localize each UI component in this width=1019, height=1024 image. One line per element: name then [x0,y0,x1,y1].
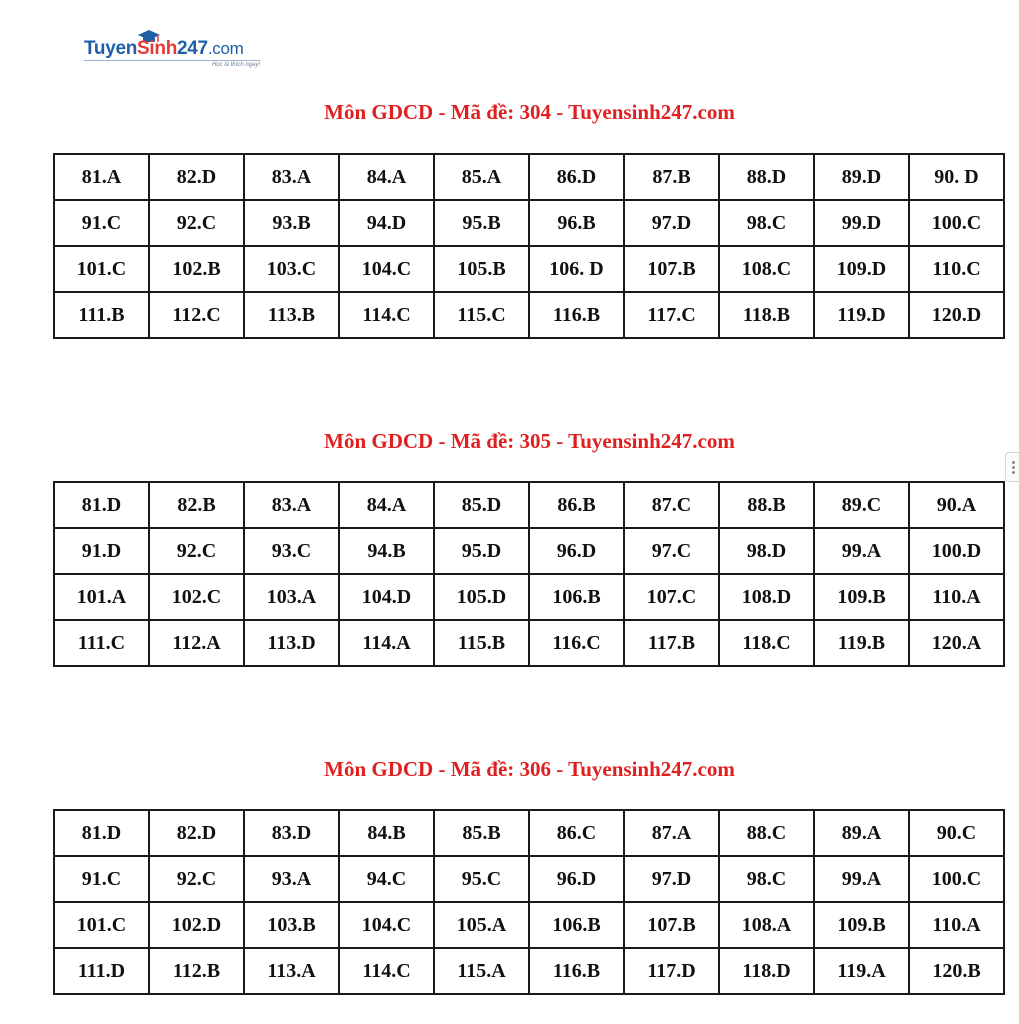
answer-cell: 113.B [244,292,339,338]
answer-cell: 94.B [339,528,434,574]
answer-cell: 110.C [909,246,1004,292]
answer-cell: 104.C [339,246,434,292]
answer-cell: 84.B [339,810,434,856]
answer-cell: 87.A [624,810,719,856]
answer-cell: 116.B [529,948,624,994]
answer-cell: 94.D [339,200,434,246]
answer-cell: 86.C [529,810,624,856]
answer-cell: 100.D [909,528,1004,574]
answer-row [54,200,1004,246]
answer-cell: 93.C [244,528,339,574]
answer-cell: 92.C [149,200,244,246]
answer-cell: 83.A [244,154,339,200]
answer-cell: 82.D [149,810,244,856]
answer-cell: 104.C [339,902,434,948]
answer-cell: 113.A [244,948,339,994]
answer-cell: 81.D [54,810,149,856]
answer-cell: 115.A [434,948,529,994]
answer-cell: 84.A [339,482,434,528]
answer-cell: 109.D [814,246,909,292]
answer-cell: 83.A [244,482,339,528]
answer-cell: 99.A [814,856,909,902]
answer-cell: 96.D [529,528,624,574]
answer-cell: 102.C [149,574,244,620]
answer-cell: 86.D [529,154,624,200]
answer-cell: 112.A [149,620,244,666]
answer-cell: 85.A [434,154,529,200]
answer-cell: 120.B [909,948,1004,994]
answer-cell: 97.C [624,528,719,574]
answer-cell: 105.B [434,246,529,292]
answer-cell: 100.C [909,200,1004,246]
answer-cell: 115.C [434,292,529,338]
answer-row [54,482,1004,528]
answer-cell: 106. D [529,246,624,292]
answer-cell: 108.C [719,246,814,292]
answer-cell: 83.D [244,810,339,856]
answer-cell: 95.B [434,200,529,246]
answer-cell: 81.D [54,482,149,528]
answer-cell: 113.D [244,620,339,666]
answer-cell: 98.C [719,200,814,246]
answer-row [54,856,1004,902]
answer-cell: 91.C [54,200,149,246]
answer-cell: 112.C [149,292,244,338]
answer-cell: 118.D [719,948,814,994]
answer-cell: 90.C [909,810,1004,856]
answer-cell: 89.C [814,482,909,528]
answer-cell: 97.D [624,856,719,902]
answer-cell: 103.B [244,902,339,948]
answer-cell: 92.C [149,528,244,574]
answer-row [54,948,1004,994]
answer-cell: 111.B [54,292,149,338]
answer-cell: 92.C [149,856,244,902]
answer-cell: 119.D [814,292,909,338]
answer-cell: 81.A [54,154,149,200]
answer-table-306 [53,809,1005,995]
answer-cell: 88.C [719,810,814,856]
answer-cell: 110.A [909,902,1004,948]
logo-tagline: Học là thích ngay! [84,60,260,69]
answer-cell: 119.B [814,620,909,666]
answer-cell: 87.B [624,154,719,200]
answer-cell: 117.C [624,292,719,338]
section-title-306: Môn GDCD - Mã đề: 306 - Tuyensinh247.com [324,757,735,781]
answer-cell: 105.A [434,902,529,948]
side-panel-handle[interactable] [1005,452,1019,482]
answer-cell: 104.D [339,574,434,620]
section-title-304: Môn GDCD - Mã đề: 304 - Tuyensinh247.com [324,100,735,124]
answer-cell: 90.A [909,482,1004,528]
answer-cell: 118.C [719,620,814,666]
answer-cell: 120.D [909,292,1004,338]
answer-cell: 107.C [624,574,719,620]
answer-cell: 116.C [529,620,624,666]
answer-cell: 105.D [434,574,529,620]
answer-row [54,292,1004,338]
answer-cell: 109.B [814,574,909,620]
answer-cell: 112.B [149,948,244,994]
answer-row [54,246,1004,292]
answer-cell: 98.D [719,528,814,574]
answer-cell: 98.C [719,856,814,902]
answer-cell: 101.A [54,574,149,620]
answer-cell: 102.B [149,246,244,292]
answer-cell: 91.C [54,856,149,902]
answer-cell: 108.A [719,902,814,948]
answer-cell: 101.C [54,902,149,948]
answer-cell: 84.A [339,154,434,200]
answer-cell: 95.C [434,856,529,902]
answer-cell: 93.A [244,856,339,902]
answer-cell: 111.D [54,948,149,994]
answer-cell: 89.A [814,810,909,856]
answer-cell: 87.C [624,482,719,528]
answer-row [54,154,1004,200]
answer-cell: 118.B [719,292,814,338]
answer-row [54,528,1004,574]
section-title-305: Môn GDCD - Mã đề: 305 - Tuyensinh247.com [324,429,735,453]
answer-cell: 101.C [54,246,149,292]
answer-cell: 90. D [909,154,1004,200]
answer-row [54,620,1004,666]
answer-cell: 94.C [339,856,434,902]
answer-cell: 102.D [149,902,244,948]
answer-row [54,574,1004,620]
answer-cell: 115.B [434,620,529,666]
answer-cell: 117.B [624,620,719,666]
answer-cell: 109.B [814,902,909,948]
answer-cell: 96.D [529,856,624,902]
answer-cell: 96.B [529,200,624,246]
answer-cell: 120.A [909,620,1004,666]
answer-cell: 93.B [244,200,339,246]
answer-cell: 88.B [719,482,814,528]
answer-cell: 119.A [814,948,909,994]
answer-cell: 86.B [529,482,624,528]
answer-cell: 116.B [529,292,624,338]
answer-cell: 103.A [244,574,339,620]
answer-cell: 114.A [339,620,434,666]
tuyensinh247-logo [84,30,264,70]
answer-cell: 103.C [244,246,339,292]
answer-table-305 [53,481,1005,667]
answer-cell: 114.C [339,948,434,994]
answer-cell: 107.B [624,902,719,948]
answer-cell: 85.D [434,482,529,528]
answer-cell: 91.D [54,528,149,574]
answer-cell: 85.B [434,810,529,856]
logo-wordmark: TuyenSinh247.com [84,38,244,59]
answer-table-304 [53,153,1005,339]
answer-cell: 114.C [339,292,434,338]
answer-cell: 82.B [149,482,244,528]
answer-cell: 95.D [434,528,529,574]
answer-cell: 106.B [529,902,624,948]
answer-cell: 82.D [149,154,244,200]
answer-row [54,902,1004,948]
answer-cell: 89.D [814,154,909,200]
answer-row [54,810,1004,856]
answer-cell: 117.D [624,948,719,994]
answer-cell: 88.D [719,154,814,200]
answer-cell: 106.B [529,574,624,620]
answer-cell: 108.D [719,574,814,620]
answer-cell: 97.D [624,200,719,246]
answer-cell: 111.C [54,620,149,666]
answer-cell: 99.D [814,200,909,246]
answer-cell: 100.C [909,856,1004,902]
answer-cell: 107.B [624,246,719,292]
answer-cell: 99.A [814,528,909,574]
answer-cell: 110.A [909,574,1004,620]
